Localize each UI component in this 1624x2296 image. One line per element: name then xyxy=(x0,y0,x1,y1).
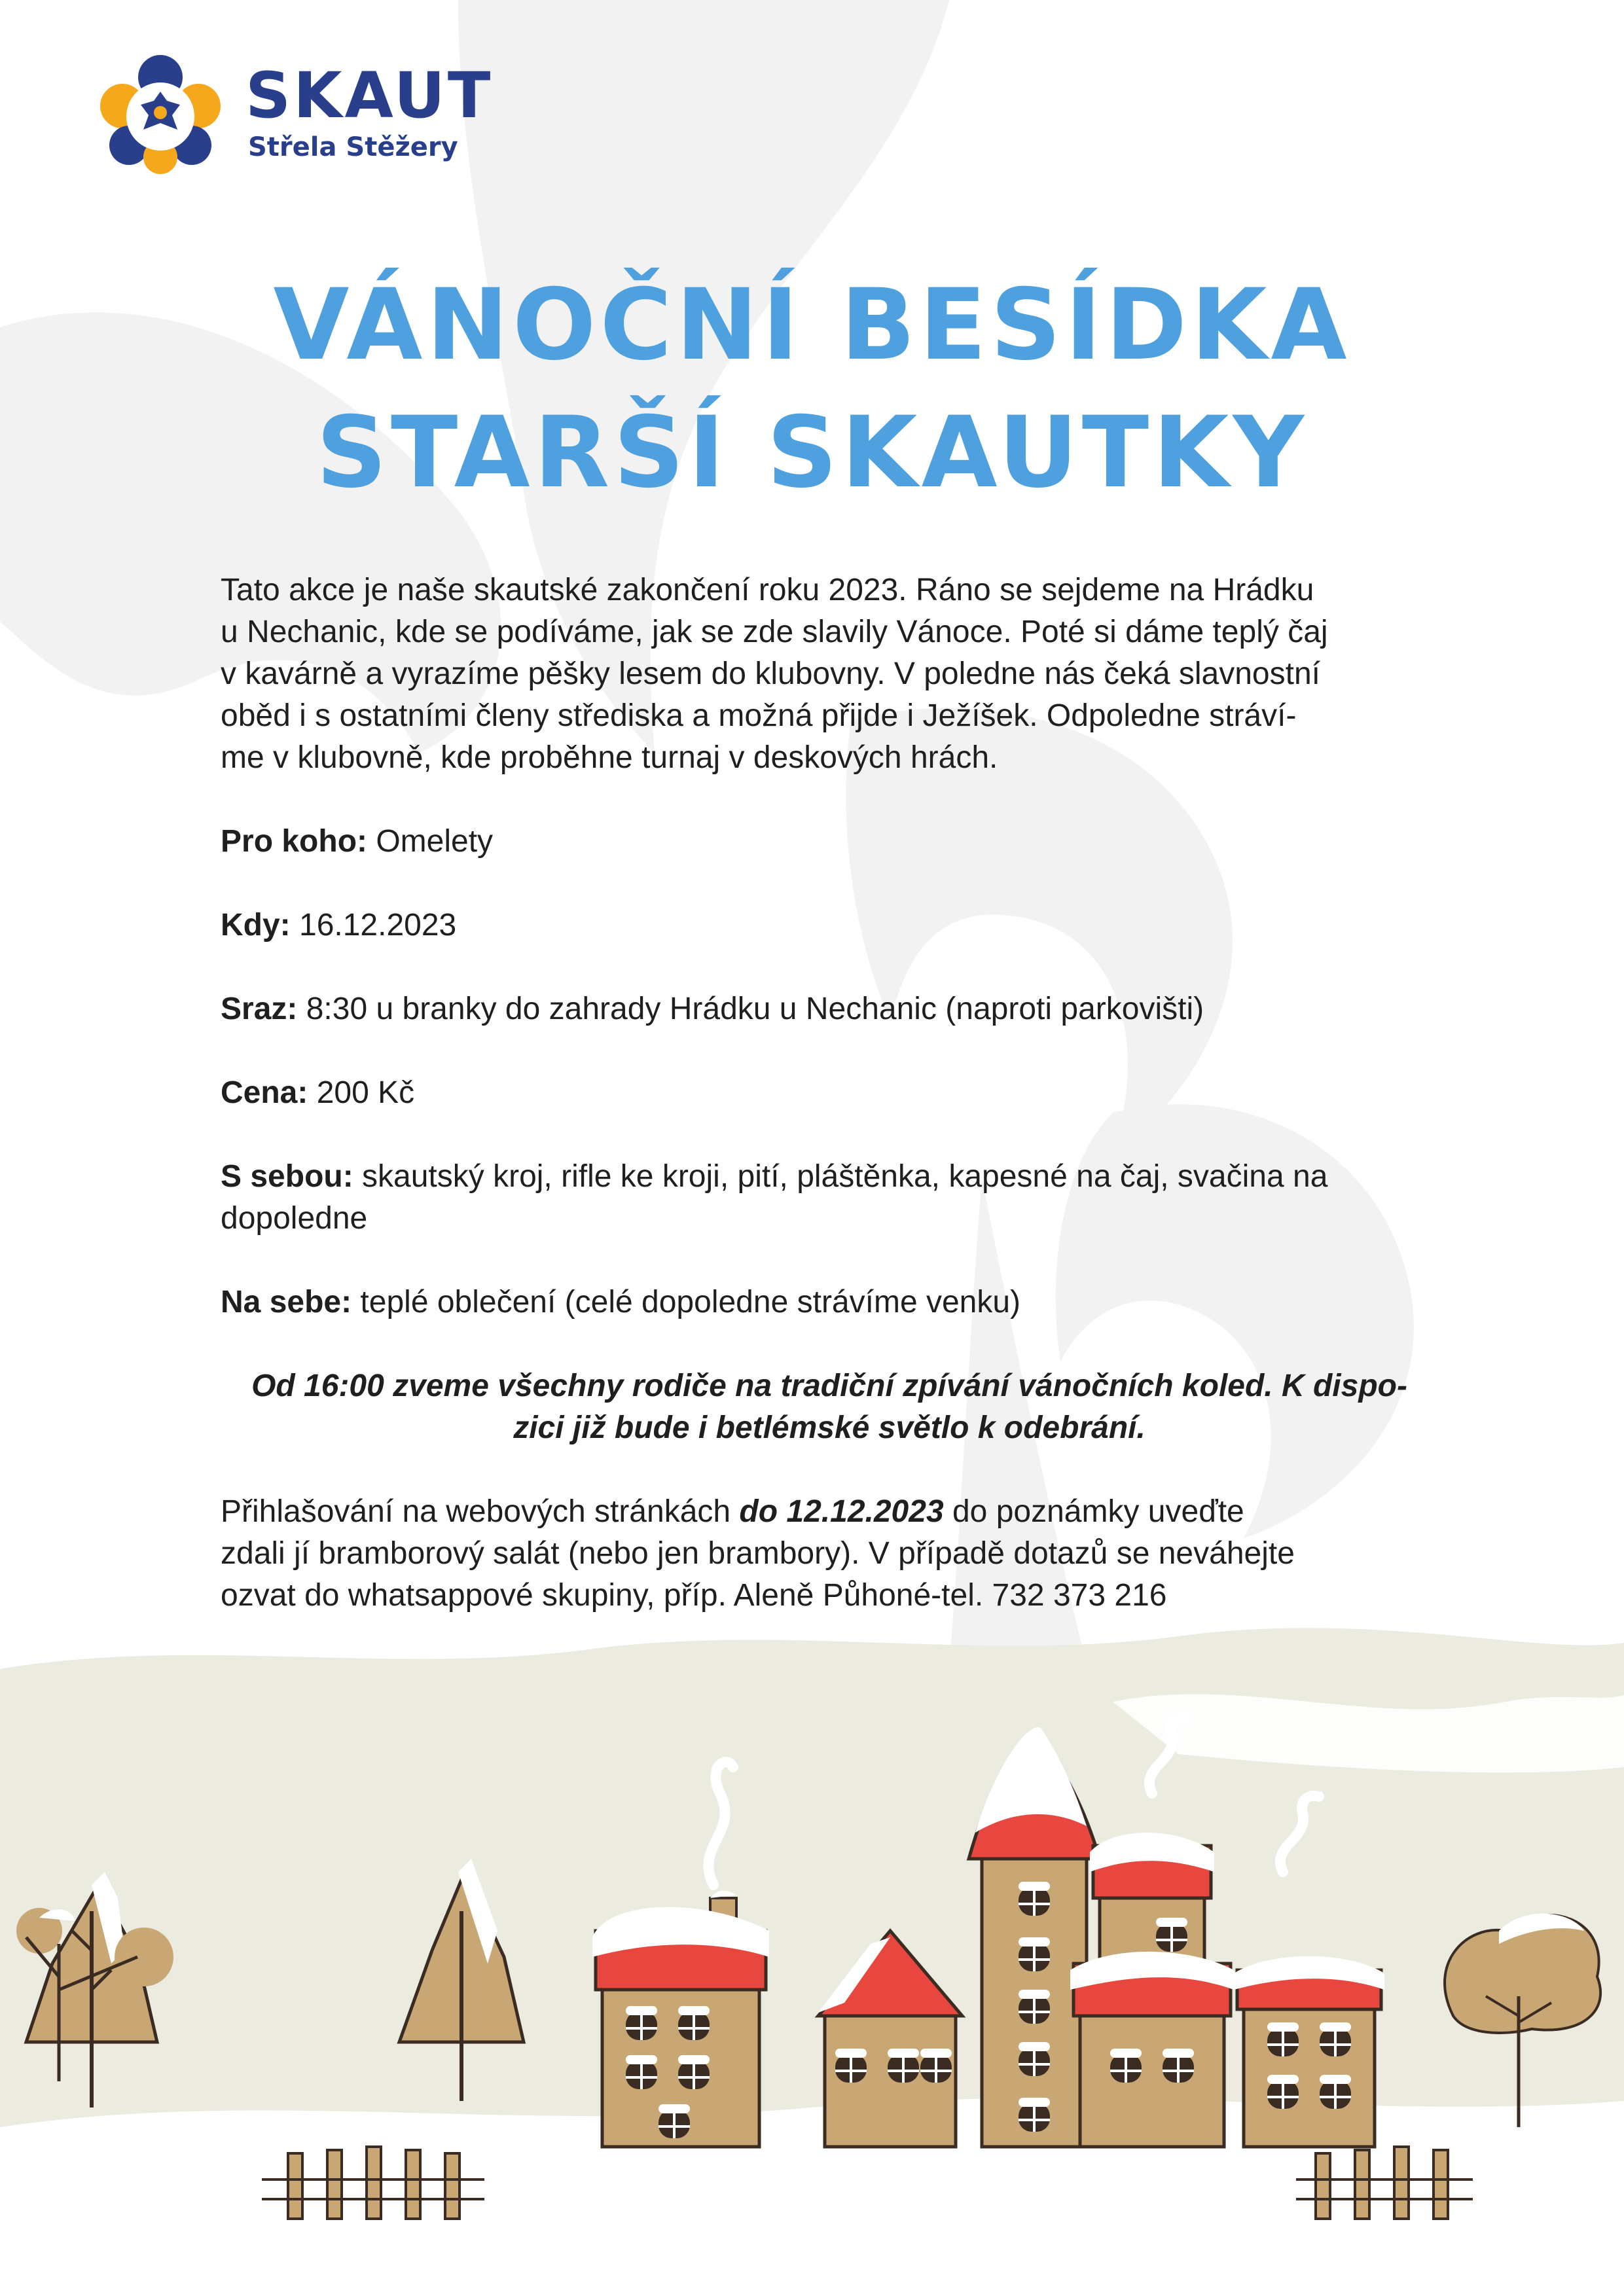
registration-line xyxy=(221,1491,1438,1533)
detail-value: 16.12.2023 xyxy=(290,908,457,942)
intro-paragraph xyxy=(221,569,1438,779)
detail-value: 200 Kč xyxy=(308,1075,415,1110)
left-tree-icon xyxy=(26,1872,157,2108)
registration-text: Přihlašování na webových stránkách xyxy=(221,1494,740,1529)
highlight-line: zici již bude i betlémské světlo k odebrání. xyxy=(513,1410,1146,1445)
right-fence-icon xyxy=(1296,2147,1473,2219)
detail-value: skautský kroj, rifle ke kroji, pití, pláštěnka, kapesné na čaj, svačina na xyxy=(353,1159,1328,1194)
registration-text: do poznámky uveďte xyxy=(943,1494,1244,1529)
house-4-icon xyxy=(1234,1796,1384,2147)
detail-when xyxy=(221,905,1438,946)
detail-meeting xyxy=(221,988,1438,1030)
intro-line: me v klubovně, kde proběhne turnaj v deskových hrách. xyxy=(221,740,998,775)
detail-value: teplé oblečení (celé dopoledne strávíme venku) xyxy=(352,1285,1021,1319)
detail-label: Pro koho: xyxy=(221,824,367,859)
intro-line: v kavárně a vyrazíme pěšky lesem do klubovny. V poledne nás čeká slavnostní xyxy=(221,656,1320,691)
carol-highlight xyxy=(221,1365,1438,1449)
intro-line: oběd i s ostatními členy střediska a možná přijde i Ježíšek. Odpoledne stráví- xyxy=(221,698,1297,733)
detail-price xyxy=(221,1072,1438,1114)
registration-line: ozvat do whatsappové skupiny, příp. Aleně Půhoné-tel. 732 373 216 xyxy=(221,1578,1167,1613)
highlight-line: Od 16:00 zveme všechny rodiče na tradiční zpívání vánočních koled. K dispo- xyxy=(251,1369,1407,1403)
detail-label: Kdy: xyxy=(221,908,291,942)
round-tree-icon xyxy=(1445,1914,1600,2127)
detail-label: S sebou: xyxy=(221,1159,353,1194)
registration-deadline: do 12.12.2023 xyxy=(739,1494,944,1529)
detail-value: 8:30 u branky do zahrady Hrádku u Nechanic (naproti parkovišti) xyxy=(297,992,1204,1026)
scout-lily-icon xyxy=(95,52,226,177)
detail-bring xyxy=(221,1156,1438,1198)
skaut-logo xyxy=(95,52,494,177)
registration-line: zdali jí bramborový salát (nebo jen brambory). V případě dotazů se neváhejte xyxy=(221,1536,1295,1571)
detail-label: Sraz: xyxy=(221,992,298,1026)
flyer-content xyxy=(221,569,1438,1617)
intro-line: Tato akce je naše skautské zakončení roku 2023. Ráno se sejdeme na Hrádku xyxy=(221,573,1314,607)
detail-label: Na sebe: xyxy=(221,1285,352,1319)
title-line-2: STARŠÍ SKAUTKY xyxy=(316,396,1308,510)
house-3-icon xyxy=(1070,1717,1234,2147)
title-line-1: VÁNOČNÍ BESÍDKA xyxy=(273,268,1351,382)
detail-wear xyxy=(221,1282,1438,1323)
registration-paragraph xyxy=(221,1491,1438,1617)
left-fence-icon xyxy=(262,2147,484,2219)
logo-wordmark: SKAUT xyxy=(245,59,494,132)
pine-tree-icon xyxy=(399,1859,524,2101)
logo-subtitle: Střela Stěžery xyxy=(248,132,458,162)
detail-for-whom xyxy=(221,821,1438,863)
page-title xyxy=(0,262,1624,517)
detail-value: Omelety xyxy=(367,824,494,859)
house-1-icon xyxy=(592,1762,769,2147)
detail-label: Cena: xyxy=(221,1075,308,1110)
house-2-icon xyxy=(818,1931,962,2147)
intro-line: u Nechanic, kde se podíváme, jak se zde slavily Vánoce. Poté si dáme teplý čaj xyxy=(221,615,1328,649)
detail-bring-cont: dopoledne xyxy=(221,1201,368,1236)
